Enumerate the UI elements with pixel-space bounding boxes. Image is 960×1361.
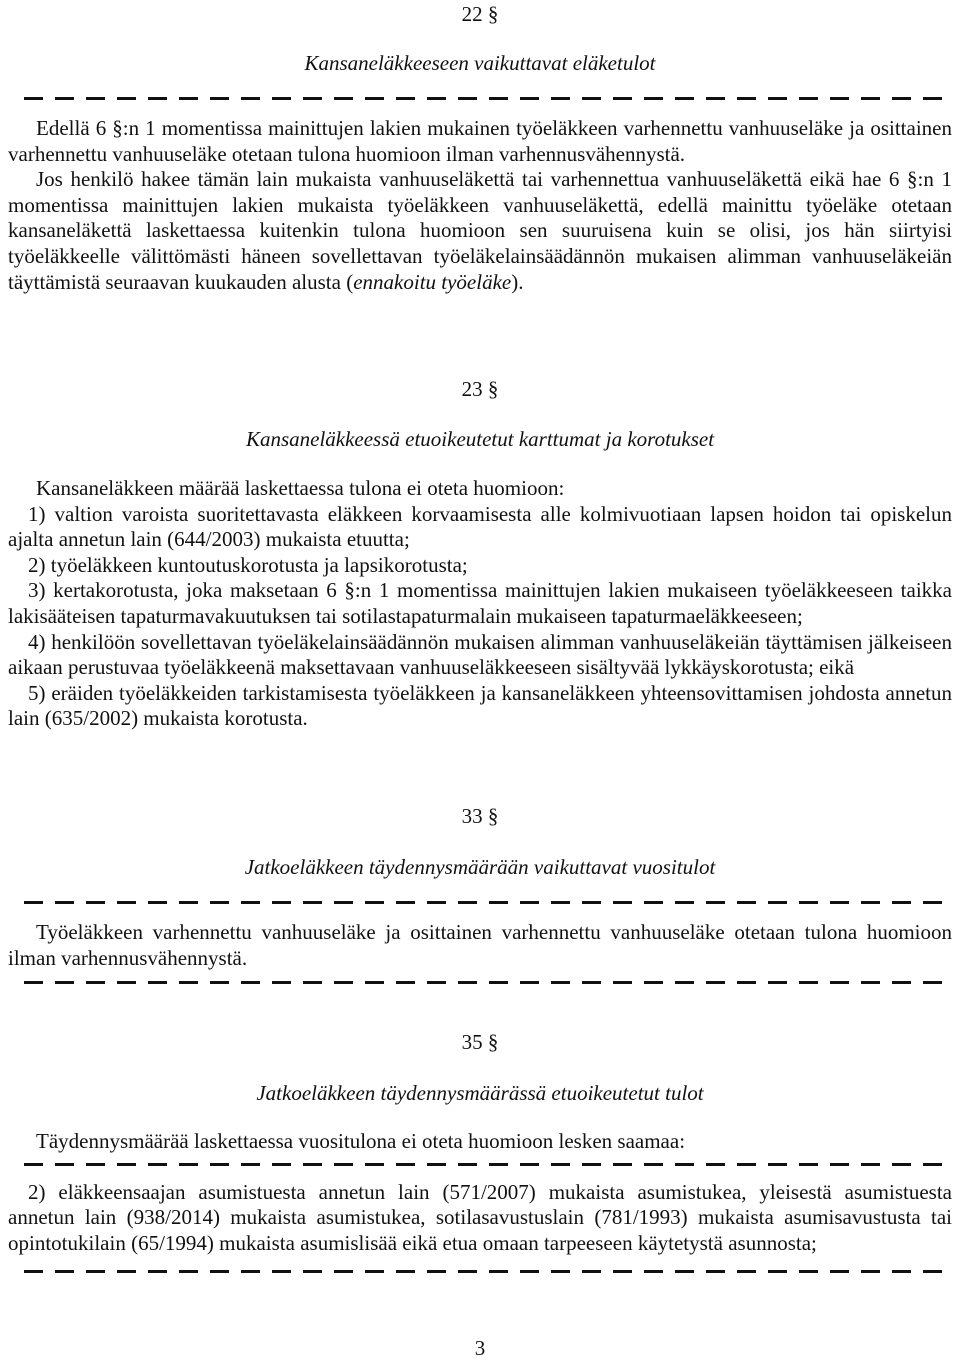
paragraph	[8, 167, 952, 295]
section-title: Kansaneläkkeessä etuoikeutetut karttumat ja korotukset	[245, 427, 715, 451]
section-33	[8, 804, 952, 984]
section-title: Jatkoeläkkeen täydennysmäärässä etuoikeutetut tulot	[256, 1081, 704, 1105]
omission-line	[24, 97, 952, 100]
omission-line	[24, 1163, 952, 1166]
section-title: Kansaneläkkeeseen vaikuttavat eläketulot	[304, 51, 656, 75]
paragraph: Edellä 6 §:n 1 momentissa mainittujen lakien mukainen työeläkkeen varhennettu vanhuuseläke ja osittainen varhennettu vanhuuseläke otetaan tulona huomioon ilman varhennusvähennystä.	[8, 116, 952, 166]
paragraph: Työeläkkeen varhennettu vanhuuseläke ja osittainen varhennettu vanhuuseläke otetaan tulona huomioon ilman varhennusvähennystä.	[8, 920, 952, 970]
section-number: 33 §	[461, 804, 499, 828]
list-item: 1) valtion varoista suoritettavasta eläkkeen korvaamisesta alle kolmivuotiaan lapsen hoidon tai opiskelun ajalta annetun lain (644/2003) mukaista etuutta;	[8, 501, 952, 552]
section-title: Jatkoeläkkeen täydennysmäärään vaikuttavat vuositulot	[244, 855, 716, 879]
paragraph-text: ).	[511, 269, 524, 294]
paragraph: Kansaneläkkeen määrää laskettaessa tulona ei oteta huomioon:	[36, 476, 565, 500]
section-22	[8, 0, 952, 295]
list-item: 5) eräiden työeläkkeiden tarkistamisesta työeläkkeen ja kansaneläkkeen yhteensovittamisen johdosta annetun lain (635/2002) mukaista korotusta.	[8, 680, 952, 731]
omission-line	[24, 901, 952, 904]
paragraph: Täydennysmäärää laskettaessa vuositulona ei oteta huomioon lesken saamaa:	[36, 1129, 686, 1153]
omission-line	[24, 1270, 952, 1273]
section-number: 23 §	[461, 377, 499, 401]
section-23	[8, 377, 952, 732]
section-number: 22 §	[461, 2, 499, 26]
list-item: 3) kertakorotusta, joka maksetaan 6 §:n 1 momentissa mainittujen lakien mukaiseen työeläkkeeseen taikka lakisääteisen tapaturmavakuutuksen tai sotilastapaturmalain mukaiseen tapaturmaeläkkeeseen;	[8, 578, 952, 628]
paragraph-text: Jos henkilö hakee tämän lain mukaista vanhuuseläkettä tai varhennettua vanhuuseläkettä eikä hae 6 §:n 1 momentissa mainittujen lakien mukaista työeläkkeen vanhuuseläkettä, edellä mainittu työeläke otetaan kansaneläkettä laskettaessa kuitenkin tulona huomioon sen suuruisena kuin se olisi, jos hän siirtyisi työeläkkeelle välittömästi häneen sovellettavan työeläkelainsäädännön mukaisen alimman vanhuuseläkeiän täyttämistä seuraavan kuukauden alusta (	[8, 167, 952, 294]
list-item: 2) työeläkkeen kuntoutuskorotusta ja lapsikorotusta;	[28, 552, 468, 577]
list-item: 4) henkilöön sovellettavan työeläkelainsäädännön mukaisen alimman vanhuuseläkeiän täyttämisen jälkeiseen aikaan perustuvaa työeläkkeenä maksettavaan vanhuuseläkkeeseen sisältyvää lykkäyskorotusta; eikä	[8, 629, 952, 680]
italic-term: ennakoitu työeläke	[353, 269, 512, 294]
list-item: 2) eläkkeensaajan asumistuesta annetun lain (571/2007) mukaista asumistukea, yleisestä asumistuesta annetun lain (938/2014) mukaista asumistukea, sotilasavustuslain (781/1993) mukaista asumisavustusta tai opintotukilain (65/1994) mukaista asumislisää eikä etua omaan tarpeeseen käytetystä asunnosta;	[8, 1179, 952, 1255]
page-number: 3	[474, 1336, 486, 1360]
section-number: 35 §	[461, 1030, 499, 1054]
omission-line	[24, 981, 952, 984]
section-35	[8, 1030, 952, 1273]
